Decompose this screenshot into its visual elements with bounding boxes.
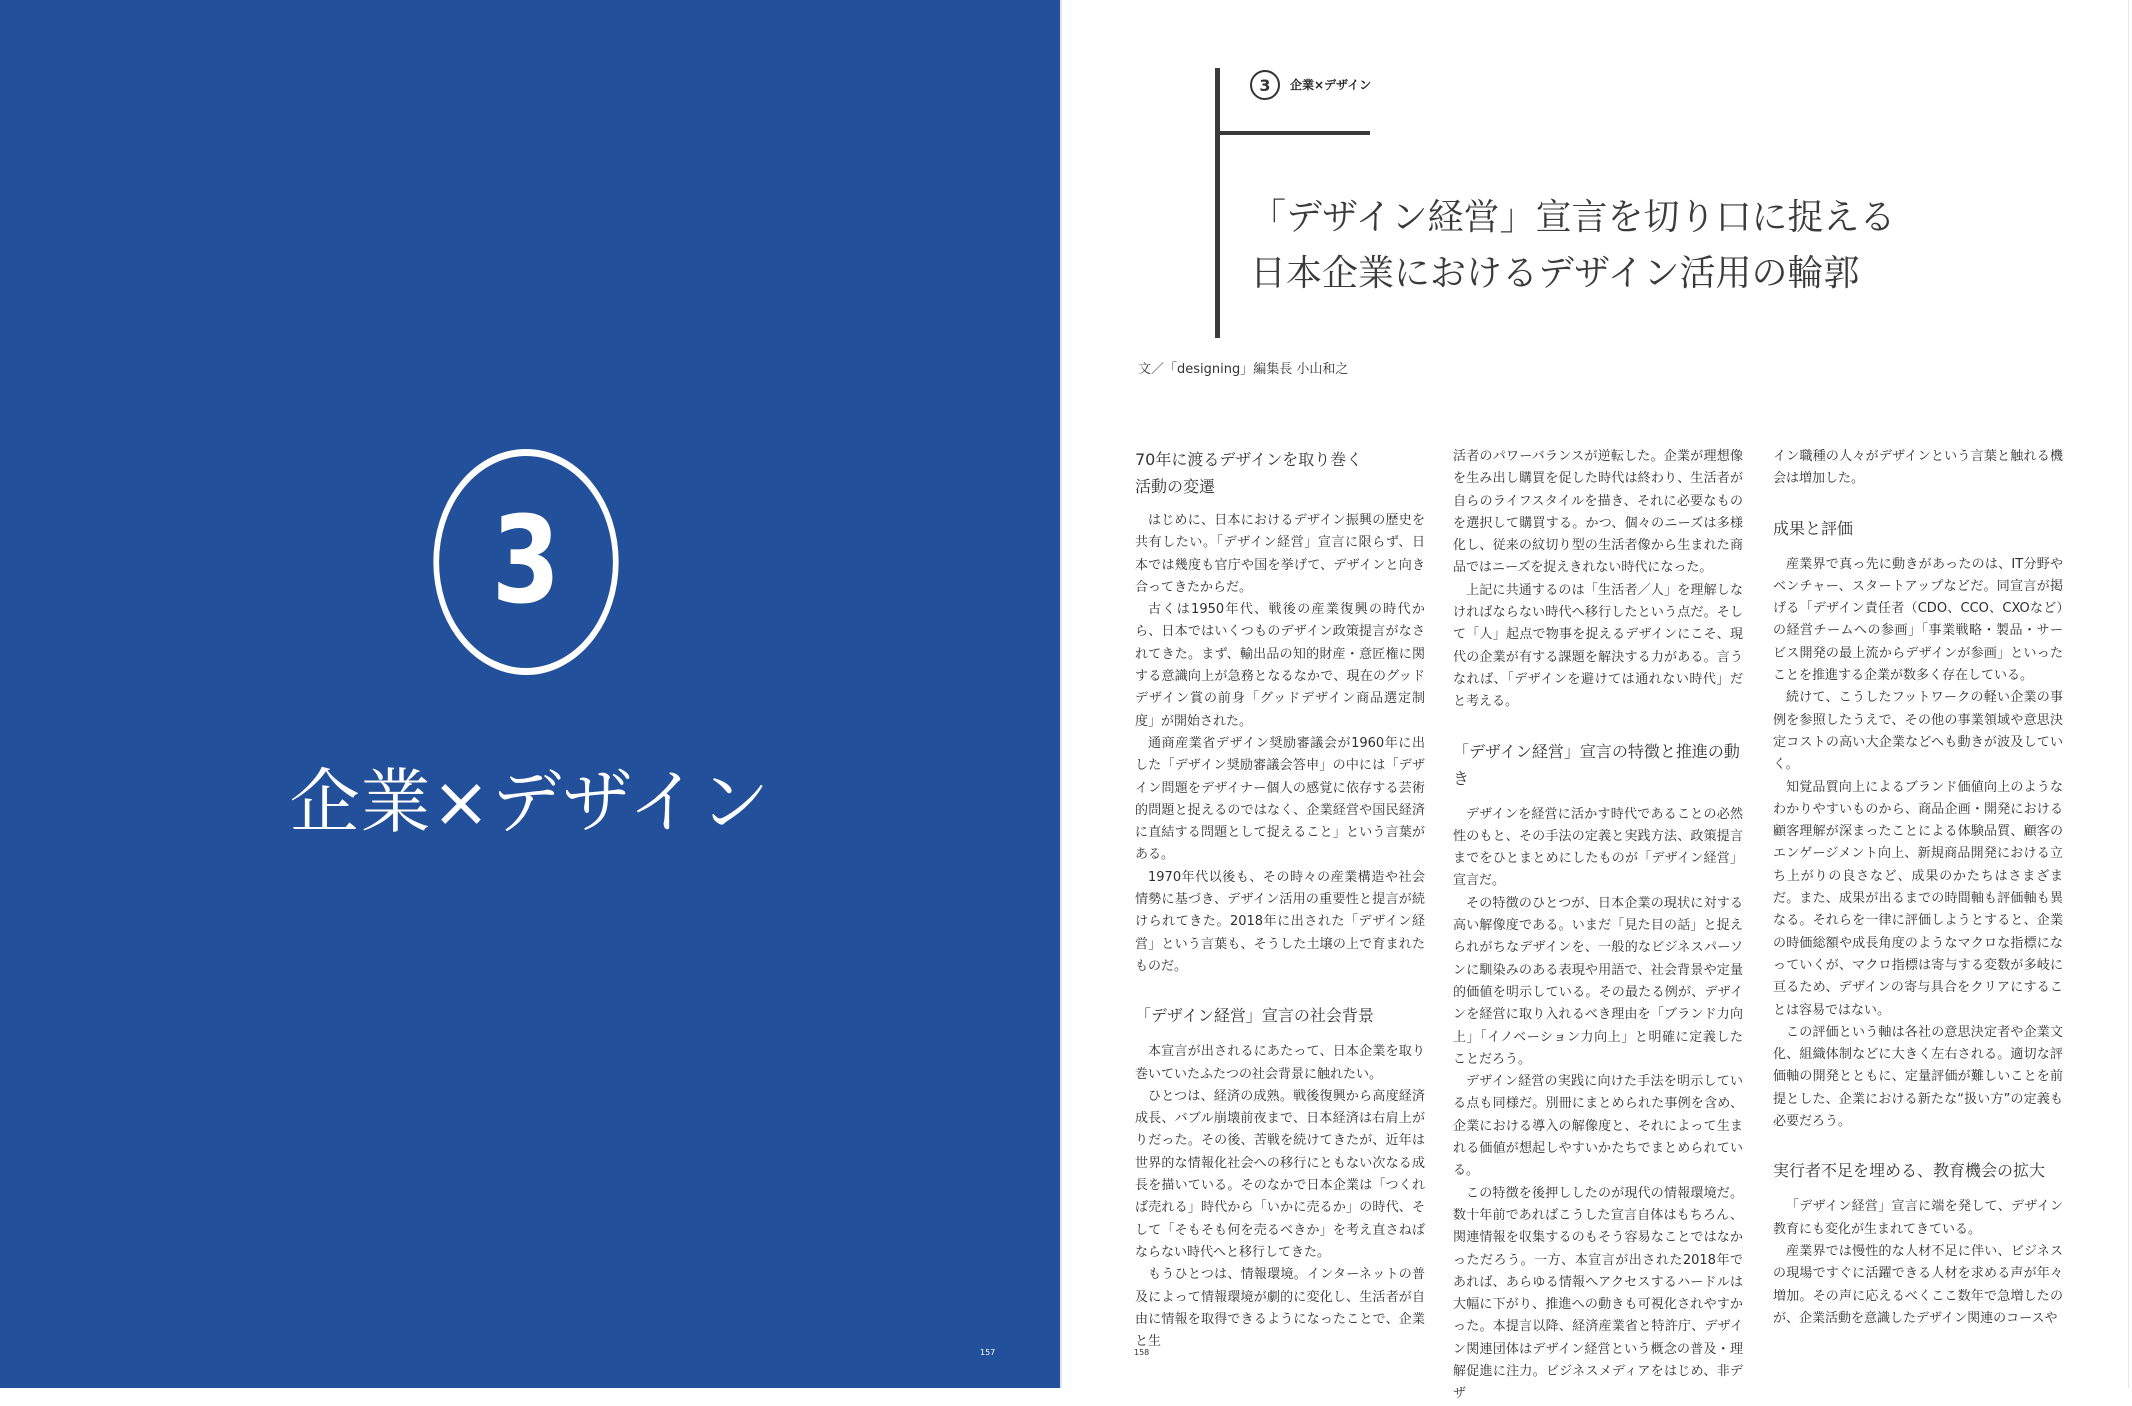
page-edge (2128, 0, 2129, 1388)
section-number-circle (1250, 70, 1280, 100)
subheading-history-line-2: 活動の変遷 (1135, 477, 1216, 496)
paragraph: 産業界で真っ先に動きがあったのは、IT分野やベンチャー、スタートアップなどだ。同宣言が掲げる「デザイン責任者（CDO、CCO、CXOなど）の経営チームへの参画」「事業戦略・製品・サービス開発の最上流からデザインが参画」といったことを推進する企業が数多く存在している。 (1773, 556, 2063, 684)
page-number-right: 158 (1134, 1348, 1150, 1357)
article-title-line-2: 日本企業におけるデザイン活用の輪郭 (1250, 253, 1860, 294)
byline: 文／「designing」編集長 小山和之 (1138, 362, 1349, 377)
paragraph: その特徴のひとつが、日本企業の現状に対する高い解像度である。いまだ「見た目の話」と捉えられがちなデザインを、一般的なビジネスパーソンに馴染みのある表現や用語で、社会背景や定量的価値を明示している。その最たる例が、デザインを経営に取り入れるべき理由を「ブランド力向上」「イノベーション力向上」と明確に定義したことだろう。 (1453, 895, 1743, 1067)
paragraph: 上記に共通するのは「生活者／人」を理解しなければならない時代へ移行したという点だ。そして「人」起点で物事を捉えるデザインにこそ、現代の企業が有する課題を解決する力がある。言うなれば、「デザインを避けては通れない時代」だと考える。 (1453, 582, 1743, 710)
body-column-1 (1135, 446, 1425, 1353)
body-column-2 (1453, 446, 1743, 1406)
article-title-line-1: 「デザイン経営」宣言を切り口に捉える (1250, 197, 1896, 238)
paragraph: 活者のパワーバランスが逆転した。企業が理想像を生み出し購買を促した時代は終わり、生活者が自らのライフスタイルを描き、それに必要なものを選択して購買する。かつ、個々のニーズは多様化し、従来の紋切り型の生活者像から生まれた商品ではニーズを捉えきれない時代になった。 (1453, 449, 1743, 576)
left-page (0, 0, 1060, 1388)
paragraph: デザインを経営に活かす時代であることの必然性のもと、その手法の定義と実践方法、政策提言までをひとまとめにしたものが「デザイン経営」宣言だ。 (1453, 806, 1743, 889)
subheading-features: 「デザイン経営」宣言の特徴と推進の動き (1453, 741, 1740, 788)
paragraph: ひとつは、経済の成熟。戦後復興から高度経済成長、バブル崩壊前夜まで、日本経済は右肩上がりだった。その後、苦戦を続けてきたが、近年は世界的な情報化社会への移行にともない次なる成長を描いている。そのなかで日本企業は「つくれば売れる」時代から「いかに売るか」の時代、そして「そもそも何を売るべきか」を考え直さねばならない時代へと移行してきた。 (1135, 1088, 1425, 1260)
paragraph: 産業界では慢性的な人材不足に伴い、ビジネスの現場ですぐに活躍できる人材を求める声が年々増加。その声に応えるべくここ数年で急増したのが、企業活動を意識したデザイン関連のコースや (1773, 1243, 2063, 1326)
paragraph: もうひとつは、情報環境。インターネットの普及によって情報環境が劇的に変化し、生活者が自由に情報を取得できるようになったことで、企業と生 (1135, 1267, 1425, 1350)
header-vertical-rule (1215, 68, 1220, 338)
header-horizontal-rule (1215, 131, 1370, 135)
paragraph: 1970年代以後も、その時々の産業構造や社会情勢に基づき、デザイン活用の重要性と提言が続けられてきた。2018年に出された「デザイン経営」という言葉も、そうした土壌の上で育まれたものだ。 (1135, 869, 1425, 974)
subheading-education: 実行者不足を埋める、教育機会の拡大 (1773, 1161, 2046, 1181)
paragraph: 古くは1950年代、戦後の産業復興の時代から、日本ではいくつものデザイン政策提言がなされてきた。まず、輸出品の知的財産・意匠権に関する意識向上が急務となるなかで、現在のグッドデザイン賞の前身「グッドデザイン商品選定制度」が開始された。 (1135, 602, 1425, 729)
section-number: 3 (1259, 75, 1271, 95)
subheading-results: 成果と評価 (1773, 518, 1854, 538)
paragraph: 通商産業省デザイン奨励審議会が1960年に出した「デザイン奨励審議会答申」の中には「デザイン問題をデザイナー個人の感覚に依存する芸術的問題と捉えるのではなく、企業経営や国民経済に直結する問題として捉えること」という言葉がある。 (1135, 735, 1425, 863)
paragraph: デザイン経営の実践に向けた手法を明示している点も同様だ。別冊にまとめられた事例を含め、企業における導入の解像度と、それによって生まれる価値が想起しやすいかたちでまとめられている。 (1453, 1074, 1743, 1179)
paragraph: イン職種の人々がデザインという言葉と触れる機会は増加した。 (1773, 449, 2063, 487)
section-tag: 企業×デザイン (1290, 78, 1372, 92)
spine-divider (1060, 0, 1062, 1388)
paragraph: この評価という軸は各社の意思決定者や企業文化、組織体制などに大きく左右される。適切な評価軸の開発とともに、定量評価が難しいことを前提とした、企業における新たな“扱い方”の定義も必要だろう。 (1773, 1024, 2063, 1130)
subheading-history-line-1: 70年に渡るデザインを取り巻く (1135, 450, 1363, 469)
article-title (1250, 190, 1895, 302)
subheading-history (1135, 446, 1425, 500)
paragraph: 「デザイン経営」宣言に端を発して、デザイン教育にも変化が生まれてきている。 (1773, 1199, 2063, 1237)
subheading-background: 「デザイン経営」宣言の社会背景 (1135, 1006, 1374, 1026)
paragraph: 知覚品質向上によるブランド価値向上のようなわかりやすいものから、商品企画・開発における顧客理解が深まったことによる体験品質、顧客のエンゲージメント向上、新規商品開発における立ち上がりの良さなど、成果のかたちはさまざまだ。また、成果が出るまでの時間軸も評価軸も異なる。それらを一律に評価しようとすると、企業の時価総額や成長角度のようなマクロな指標になっていくが、マクロ指標は寄与する変数が多岐に亘るため、デザインの寄与具合をクリアにすることは容易ではない。 (1773, 779, 2063, 1018)
chapter-number-circle (433, 449, 618, 675)
page-number-left: 157 (980, 1348, 996, 1357)
body-column-3 (1773, 446, 2063, 1330)
chapter-title: 企業×デザイン (289, 761, 771, 843)
paragraph: この特徴を後押ししたのが現代の情報環境だ。数十年前であればこうした宣言自体はもちろん、関連情報を収集するのもそう容易なことではなかっただろう。一方、本宣言が出された2018年であれば、あらゆる情報へアクセスするハードルは大幅に下がり、推進への動きも可視化されやすかった。本提言以降、経済産業省と特許庁、デザイン関連団体はデザイン経営という概念の普及・理解促進に注力。ビジネスメディアをはじめ、非デザ (1453, 1185, 1743, 1402)
chapter-number: 3 (491, 492, 561, 631)
paragraph: はじめに、日本におけるデザイン振興の歴史を共有したい。「デザイン経営」宣言に限らず、日本では幾度も官庁や国を挙げて、デザインと向き合ってきたからだ。 (1135, 513, 1425, 595)
paragraph: 本宣言が出されるにあたって、日本企業を取り巻いていたふたつの社会背景に触れたい。 (1135, 1044, 1425, 1082)
paragraph: 続けて、こうしたフットワークの軽い企業の事例を参照したうえで、その他の事業領域や意思決定コストの高い大企業などへも動きが波及していく。 (1773, 690, 2063, 773)
